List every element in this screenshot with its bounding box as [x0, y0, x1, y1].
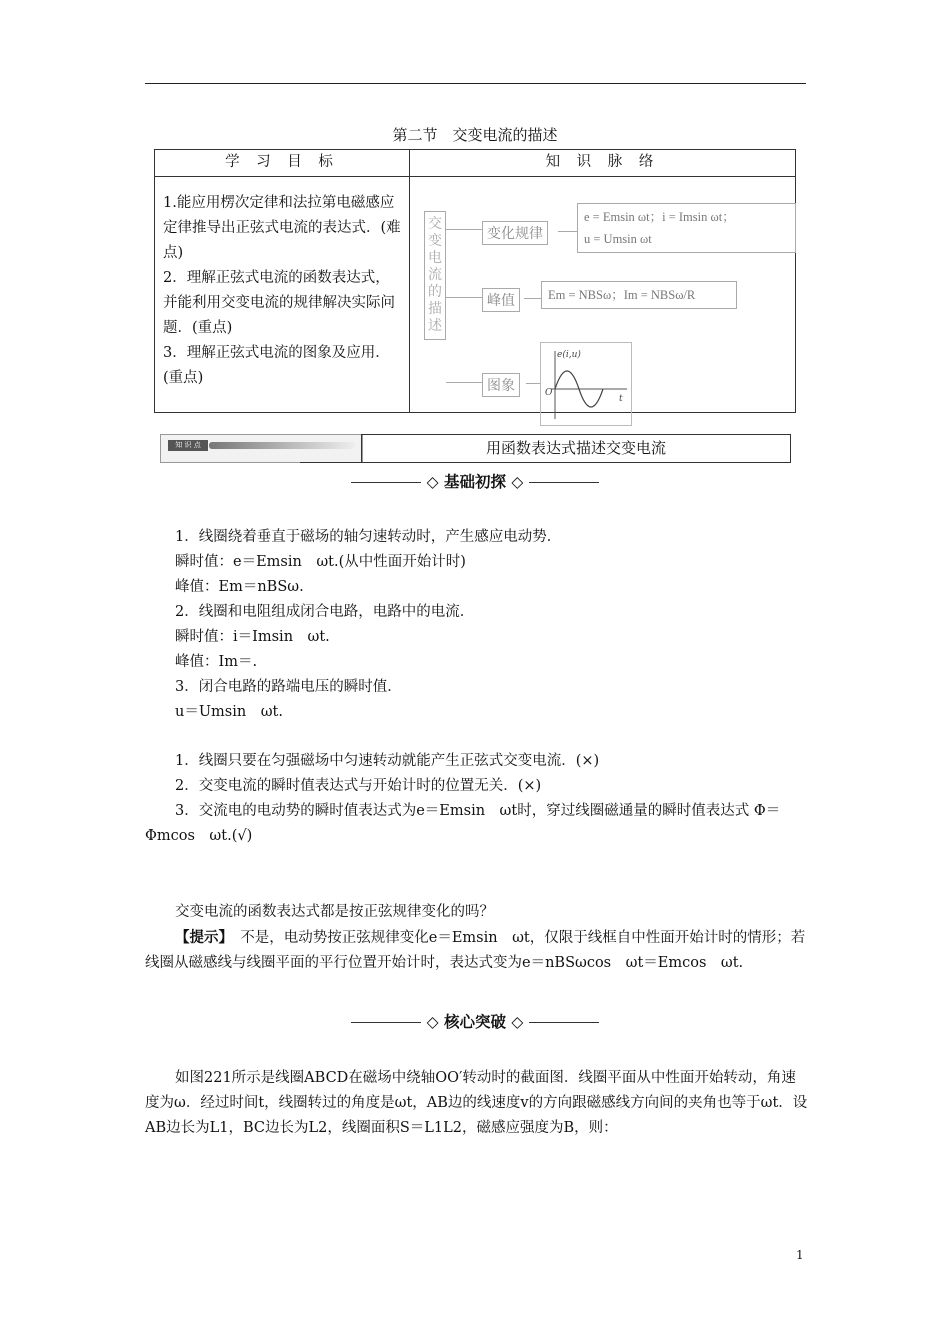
core-paragraph: 如图221所示是线圈ABCD在磁场中绕轴OO′转动时的截面图．线圈平面从中性面开始转动，角速度为ω．经过时间t，线圈转过的角度是ωt，AB边的线速度v的方向跟磁感线方向间的夹角也等于ωt．设AB边长为L1，BC边长为L2，线圈面积S＝L1L2，磁感应强度为B，则： [145, 1070, 808, 1136]
mindmap-branch-graph: 图象 [482, 373, 520, 397]
divider-core: ◇ 核心突破 ◇ [0, 1010, 950, 1032]
graph-x-label: t [619, 394, 623, 404]
section-title: 用函数表达式描述交变电流 [361, 434, 791, 463]
sine-graph [541, 343, 631, 425]
basics-line: 2．线圈和电阻组成闭合电路，电路中的电流． [175, 604, 475, 620]
mindmap-branch-peak: 峰值 [482, 288, 520, 312]
question-text: 交变电流的函数表达式都是按正弦规律变化的吗？ [175, 904, 494, 920]
sine-graph-box [540, 342, 632, 426]
mindmap-root: 交变电流的描述 [424, 211, 446, 340]
hint-text: 【提示】 不是，电动势按正弦规律变化e＝Emsin ωt，仅限于线框自中性面开始计时的情形；若线圈从磁感线与线圈平面的平行位置开始计时，表达式变为e＝nBSωcos ωt＝Emcos ωt. [145, 929, 806, 971]
basics-block [145, 525, 808, 725]
basics-line: u＝Umsin ωt. [175, 704, 283, 720]
judgement-block [145, 749, 808, 849]
question-block [145, 900, 808, 976]
section-banner [160, 434, 791, 463]
judgement-item: 3．交流电的电动势的瞬时值表达式为e＝Emsin ωt时，穿过线圈磁通量的瞬时值表达式 Φ＝Φmcos ωt.(√) [145, 803, 781, 844]
goals-header: 学 习 目 标 [155, 150, 410, 177]
basics-line: 峰值：Im＝. [175, 654, 258, 670]
mindmap-cell [410, 177, 796, 413]
judgement-item: 2．交变电流的瞬时值表达式与开始计时的位置无关．(×) [175, 778, 542, 794]
basics-line: 3．闭合电路的路端电压的瞬时值． [175, 679, 402, 695]
goal-item: 2．理解正弦式电流的函数表达式，并能利用交变电流的规律解决实际问题．(重点) [163, 270, 395, 336]
header-rule [145, 83, 806, 84]
goals-table [154, 149, 796, 413]
basics-line: 1．线圈绕着垂直于磁场的轴匀速转动时，产生感应电动势． [175, 529, 562, 545]
formula-box-rule: e = Emsin ωt；i = Imsin ωt； u = Umsin ωt [577, 203, 796, 253]
page-number: 1 [796, 1248, 804, 1262]
mindmap-branch-rule: 变化规律 [482, 221, 548, 245]
goals-cell [155, 177, 410, 413]
goal-item: 3．理解正弦式电流的图象及应用．(重点) [163, 345, 390, 386]
formula-box-peak: Em = NBSω；Im = NBSω/R [541, 281, 737, 309]
knowledge-point-pill: 知 识 点 [168, 440, 208, 451]
basics-line: 峰值：Em＝nBSω. [175, 579, 304, 595]
page-title: 第二节 交变电流的描述 [392, 126, 558, 144]
map-header: 知 识 脉 络 [410, 150, 796, 177]
goal-item: 1.能应用楞次定律和法拉第电磁感应定律推导出正弦式电流的表达式．(难点) [163, 195, 401, 261]
divider-basics: ◇ 基础初探 ◇ [0, 470, 950, 492]
graph-y-label: e(i,u) [557, 350, 581, 360]
basics-line: 瞬时值：i＝Imsin ωt. [175, 629, 330, 645]
knowledge-mindmap [410, 177, 795, 410]
basics-line: 瞬时值：e＝Emsin ωt.(从中性面开始计时) [175, 554, 466, 570]
graph-origin: O [545, 388, 553, 398]
judgement-item: 1．线圈只要在匀强磁场中匀速转动就能产生正弦式交变电流．(×) [175, 753, 600, 769]
